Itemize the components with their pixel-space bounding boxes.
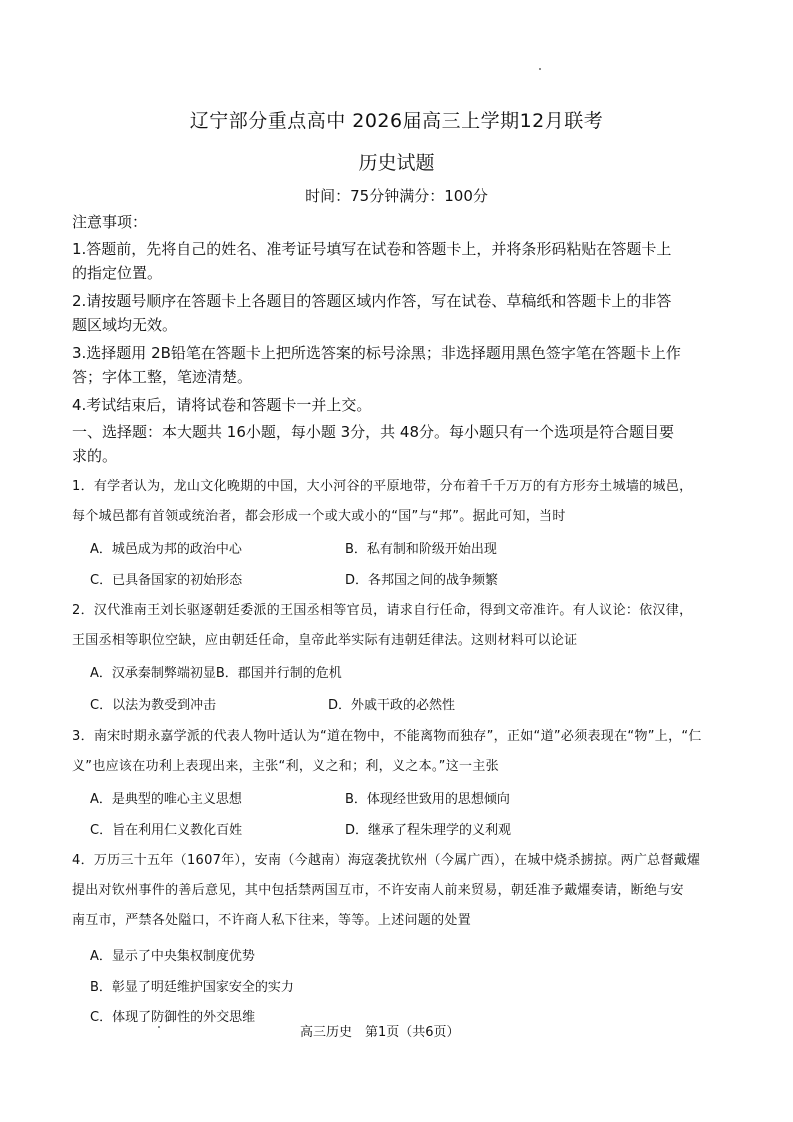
- question-1-stem-line-1: 1．有学者认为，龙山文化晚期的中国，大小河谷的平原地带，分布着千千万万的有方形夯土城墙的城邑，: [72, 479, 693, 494]
- question-4-stem-line-1: 4．万历三十五年（1607年），安南（今越南）海寇袭扰钦州（今属广西），在城中烧杀掳掠。两广总督戴燿: [72, 853, 701, 868]
- exam-title: 辽宁部分重点高中 2026届高三上学期12月联考: [189, 110, 604, 132]
- question-2-option-d: D．外戚干政的必然性: [328, 698, 456, 713]
- subject-title: 历史试题: [358, 152, 435, 174]
- scan-speck: [158, 1026, 160, 1028]
- question-3-option-d: D．继承了程朱理学的义利观: [345, 823, 512, 838]
- notice-item-1-line-1: 1.答题前，先将自己的姓名、准考证号填写在试卷和答题卡上，并将条形码粘贴在答题卡上: [72, 240, 672, 258]
- section-heading-line-1: 一、选择题：本大题共 16小题，每小题 3分，共 48分。每小题只有一个选项是符合题目要: [72, 423, 675, 441]
- question-4-stem-line-3: 南互市，严禁各处隘口，不许商人私下往来，等等。上述问题的处置: [72, 913, 472, 928]
- question-3-option-a: A．是典型的唯心主义思想: [90, 792, 242, 807]
- question-1-option-d: D．各邦国之间的战争频繁: [345, 573, 499, 588]
- time-and-score: 时间：75分钟满分：100分: [305, 187, 488, 205]
- question-4-stem-line-2: 提出对钦州事件的善后意见，其中包括禁两国互市，不许安南人前来贸易，朝廷准予戴燿奏请，断绝与安: [72, 883, 684, 898]
- question-1-option-a: A．城邑成为邦的政治中心: [90, 542, 242, 557]
- notice-item-1-line-2: 的指定位置。: [72, 264, 163, 282]
- notice-heading: 注意事项：: [72, 213, 148, 231]
- question-1-option-c: C．已具备国家的初始形态: [90, 573, 243, 588]
- notice-item-2-line-2: 题区域均无效。: [72, 316, 178, 334]
- question-2-option-c: C．以法为教受到冲击: [90, 698, 217, 713]
- notice-item-3-line-2: 答；字体工整，笔迹清楚。: [72, 368, 253, 386]
- question-3-option-b: B．体现经世致用的思想倾向: [345, 792, 510, 807]
- question-4-option-c: C．体现了防御性的外交思维: [90, 1010, 256, 1025]
- question-3-stem-line-1: 3．南宋时期永嘉学派的代表人物叶适认为“道在物中，不能离物而独存”，正如“道”必须表现在“物”上，“仁: [72, 729, 702, 744]
- notice-item-2-line-1: 2.请按题号顺序在答题卡上各题目的答题区域内作答，写在试卷、草稿纸和答题卡上的非答: [72, 292, 672, 310]
- notice-item-4: 4.考试结束后，请将试卷和答题卡一并上交。: [72, 396, 372, 414]
- question-2-stem-line-1: 2．汉代淮南王刘长驱逐朝廷委派的王国丞相等官员，请求自行任命，得到文帝准许。有人议论：依汉律，: [72, 603, 693, 618]
- scan-speck: [539, 68, 541, 70]
- question-1-stem-line-2: 每个城邑都有首领或统治者，都会形成一个或大或小的“国”与“邦”。据此可知，当时: [72, 509, 566, 524]
- question-3-stem-line-2: 义”也应该在功利上表现出来，主张“利，义之和；利，义之本。”这一主张: [72, 759, 499, 774]
- question-4-option-a: A．显示了中央集权制度优势: [90, 949, 255, 964]
- question-2-option-a-b: A．汉承秦制弊端初显B．郡国并行制的危机: [90, 666, 342, 681]
- page-footer: 高三历史 第1页（共6页）: [300, 1025, 460, 1040]
- question-2-stem-line-2: 王国丞相等职位空缺，应由朝廷任命，皇帝此举实际有违朝廷律法。这则材料可以论证: [72, 633, 578, 648]
- notice-item-3-line-1: 3.选择题用 2B铅笔在答题卡上把所选答案的标号涂黑；非选择题用黑色签字笔在答题卡上作: [72, 344, 681, 362]
- section-heading-line-2: 求的。: [72, 447, 118, 465]
- question-3-option-c: C．旨在利用仁义教化百姓: [90, 823, 243, 838]
- question-1-option-b: B．私有制和阶级开始出现: [345, 542, 497, 557]
- question-4-option-b: B．彰显了明廷维护国家安全的实力: [90, 980, 294, 995]
